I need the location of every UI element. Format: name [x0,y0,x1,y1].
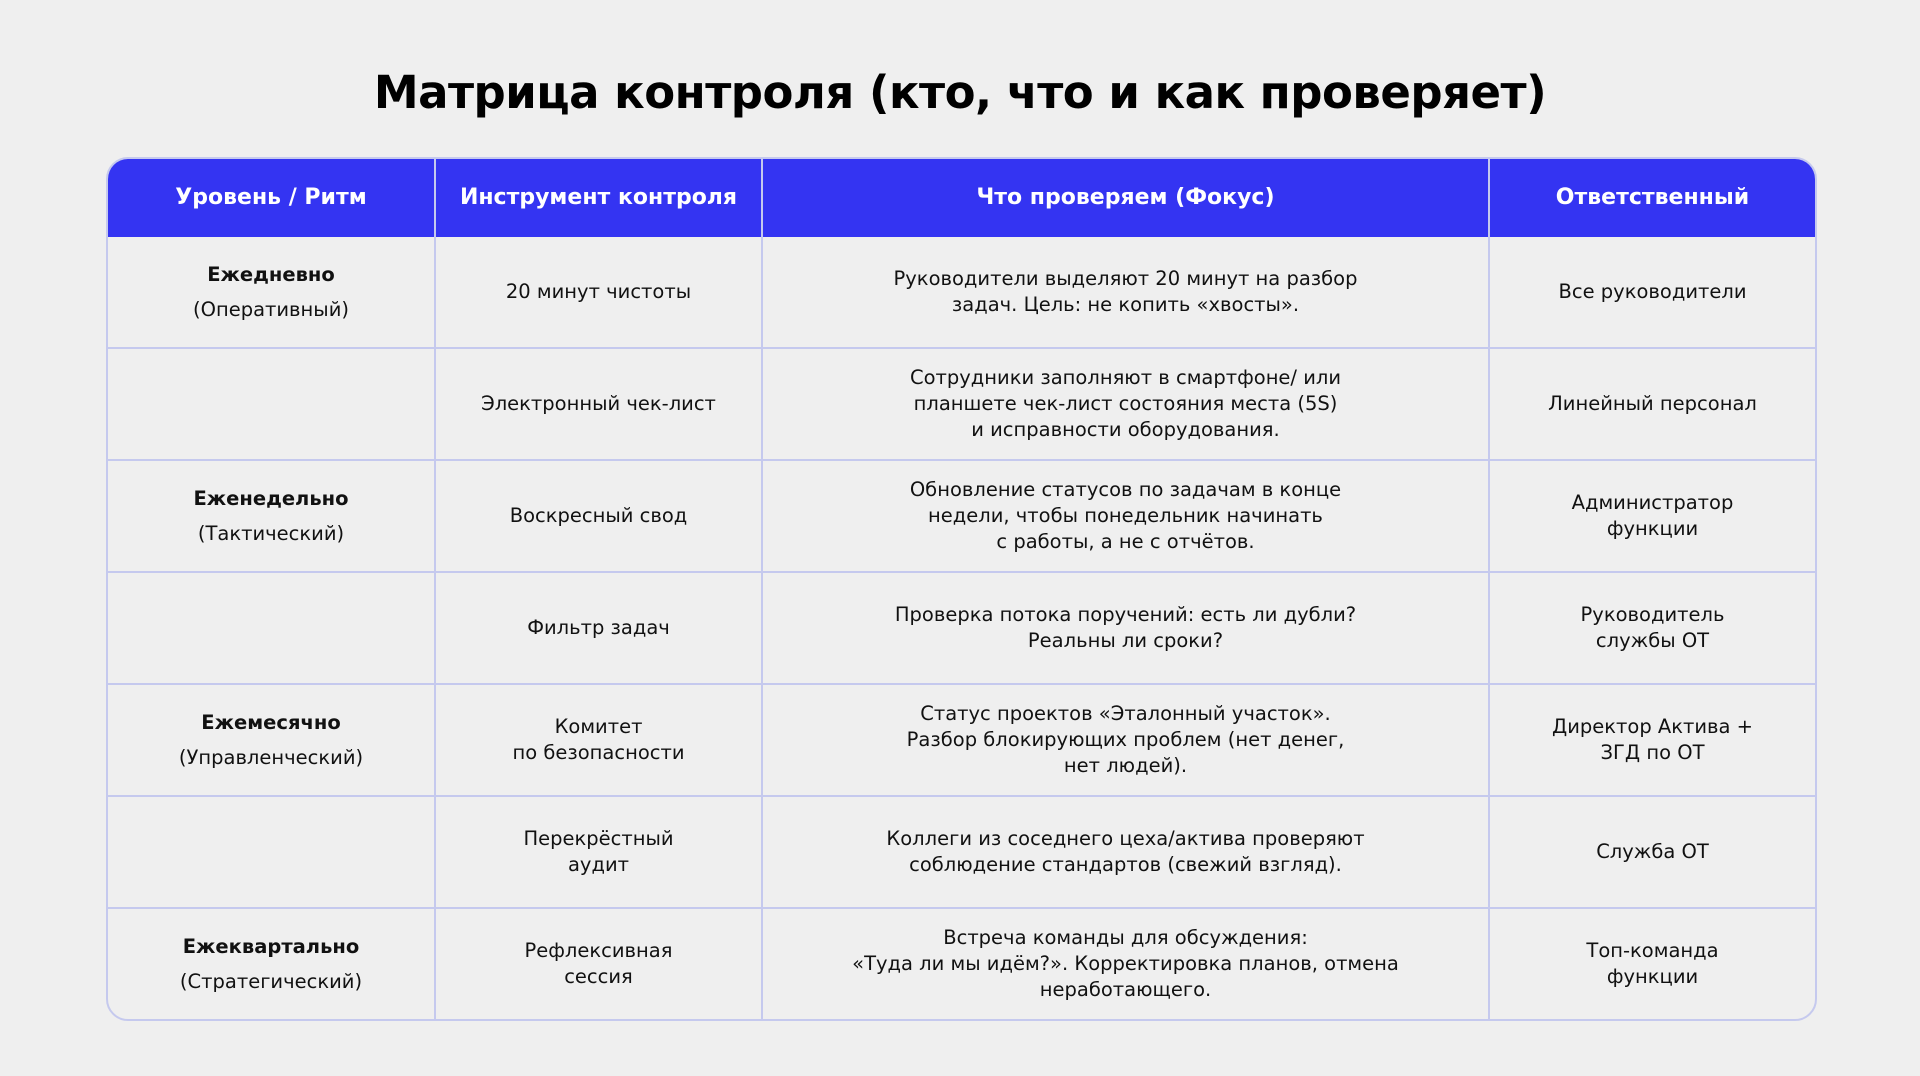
owner-cell: Все руководители [1488,237,1815,347]
owner-cell: Служба ОТ [1488,797,1815,907]
focus-cell: Статус проектов «Эталонный участок». Разбор блокирующих проблем (нет денег, нет людей). [761,685,1488,795]
level-cell [108,349,434,459]
level-cell [108,909,434,1019]
header-owner: Ответственный [1488,159,1815,237]
table-row [108,571,1815,683]
tool-cell: Воскресный свод [434,461,761,571]
header-level: Уровень / Ритм [175,185,367,210]
focus-cell: Обновление статусов по задачам в конце недели, чтобы понедельник начинать с работы, а не с отчётов. [761,461,1488,571]
table-row [108,237,1815,347]
table-row [108,795,1815,907]
owner-cell: Линейный персонал [1488,349,1815,459]
tool-cell: Фильтр задач [434,573,761,683]
tool-cell: Перекрёстный аудит [434,797,761,907]
tool-cell: Комитет по безопасности [434,685,761,795]
level-cell [108,573,434,683]
table-row [108,347,1815,459]
focus-cell: Сотрудники заполняют в смартфоне/ или планшете чек-лист состояния места (5S) и исправности оборудования. [761,349,1488,459]
focus-cell: Коллеги из соседнего цеха/актива проверяют соблюдение стандартов (свежий взгляд). [761,797,1488,907]
owner-cell: Топ-команда функции [1488,909,1815,1019]
tool-cell: Электронный чек-лист [434,349,761,459]
owner-cell: Администратор функции [1488,461,1815,571]
rhythm-label: (Оперативный) [193,297,349,321]
tool-cell: Рефлексивная сессия [434,909,761,1019]
level-cell [108,461,434,571]
table-row [108,459,1815,571]
table-row [108,907,1815,1019]
level-cell [108,237,434,347]
owner-cell: Директор Актива + ЗГД по ОТ [1488,685,1815,795]
level-label: Ежемесячно [201,710,341,734]
control-matrix-table [106,157,1817,1021]
page-title: Матрица контроля (кто, что и как проверяет) [373,66,1547,119]
tool-cell: 20 минут чистоты [434,237,761,347]
focus-cell: Проверка потока поручений: есть ли дубли? Реальны ли сроки? [761,573,1488,683]
level-cell [108,797,434,907]
level-label: Ежеквартально [182,934,360,958]
owner-cell: Руководитель службы ОТ [1488,573,1815,683]
level-cell [108,685,434,795]
focus-cell: Руководители выделяют 20 минут на разбор задач. Цель: не копить «хвосты». [761,237,1488,347]
focus-cell: Встреча команды для обсуждения: «Туда ли мы идём?». Корректировка планов, отмена неработающего. [761,909,1488,1019]
rhythm-label: (Тактический) [197,521,345,545]
level-label: Еженедельно [193,486,349,510]
rhythm-label: (Стратегический) [179,969,363,993]
table-row [108,683,1815,795]
header-tool: Инструмент контроля [434,159,761,237]
rhythm-label: (Управленческий) [178,745,364,769]
table-header [108,159,1815,237]
level-label: Ежедневно [207,262,335,286]
header-focus: Что проверяем (Фокус) [761,159,1488,237]
